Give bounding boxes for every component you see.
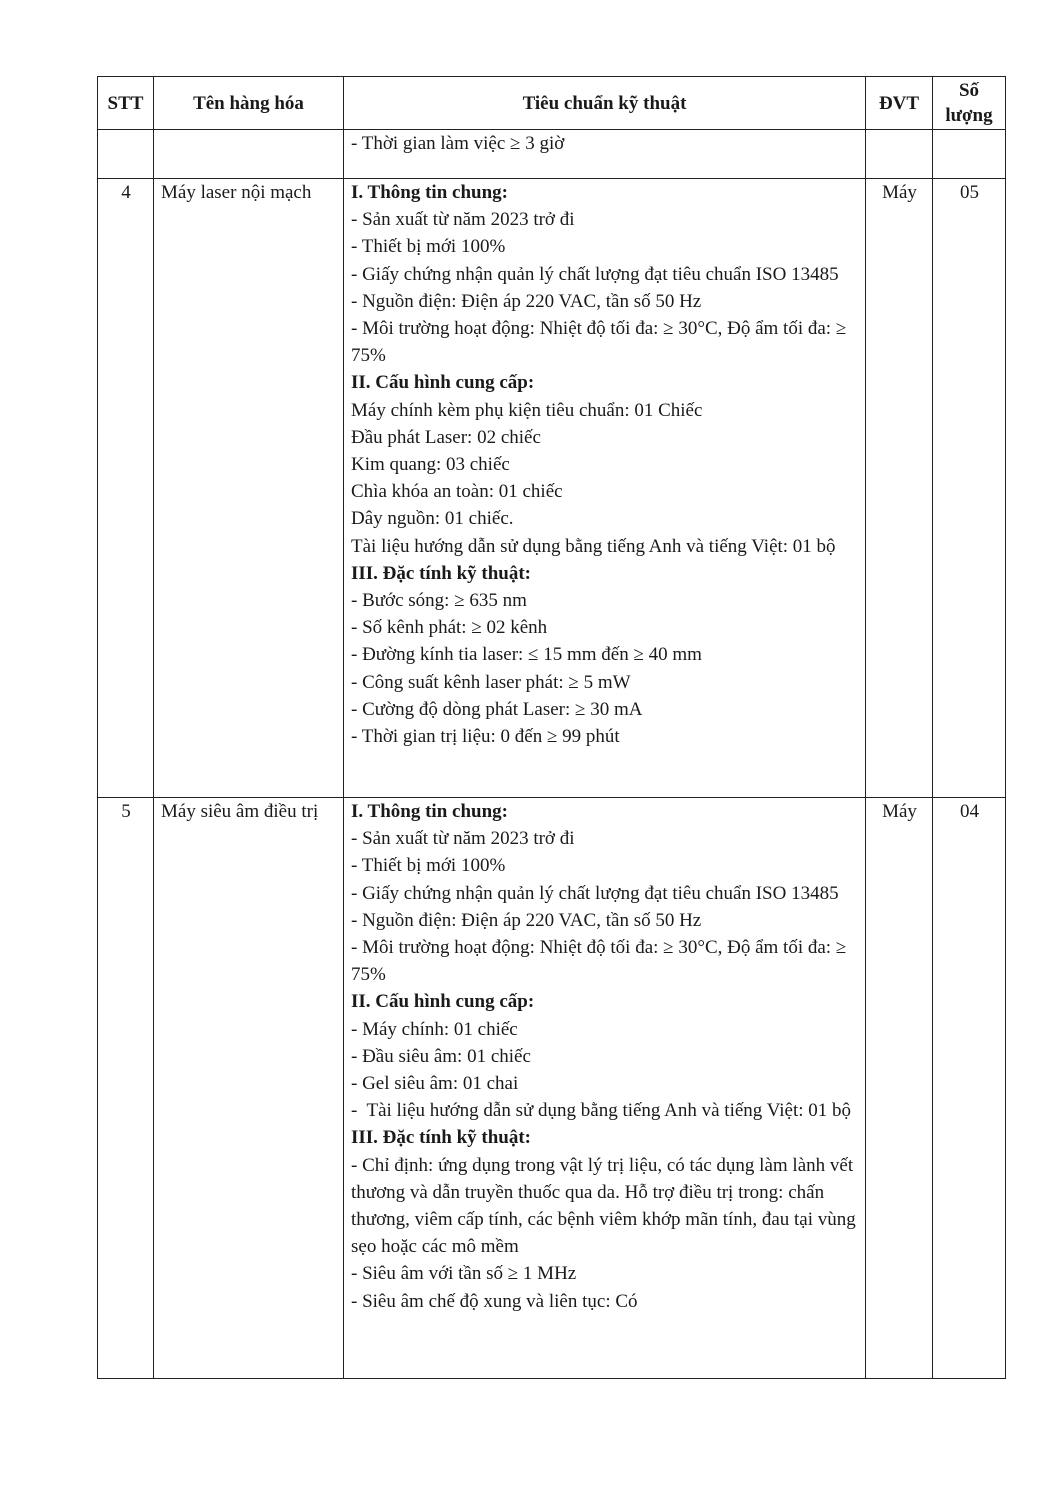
spec-line: - Nguồn điện: Điện áp 220 VAC, tần số 50 Hz bbox=[351, 290, 702, 312]
spec-line: - Môi trường hoạt động: Nhiệt độ tối đa: ≥ 30°C, Độ ẩm tối đa: ≥ 75% bbox=[351, 318, 852, 367]
spec-heading: III. Đặc tính kỹ thuật: bbox=[351, 562, 532, 584]
spec-line: - Thiết bị mới 100% bbox=[351, 236, 506, 258]
spec-line: - Tài liệu hướng dẫn sử dụng bằng tiếng Anh và tiếng Việt: 01 bộ bbox=[351, 1100, 852, 1122]
header-qty-line2: lượng bbox=[945, 105, 993, 126]
header-unit: ĐVT bbox=[866, 77, 933, 130]
table-header-row bbox=[98, 77, 1006, 130]
spec-line: - Cường độ dòng phát Laser: ≥ 30 mA bbox=[351, 698, 643, 720]
spec-line: Dây nguồn: 01 chiếc. bbox=[351, 508, 514, 530]
spec-line: - Thời gian làm việc ≥ 3 giờ bbox=[351, 133, 565, 154]
spec-heading: I. Thông tin chung: bbox=[351, 801, 508, 822]
spec-line: - Bước sóng: ≥ 635 nm bbox=[351, 590, 527, 612]
table-row bbox=[98, 179, 1006, 798]
spec-heading: III. Đặc tính kỹ thuật: bbox=[351, 1127, 532, 1149]
cell-spec bbox=[344, 179, 866, 798]
spec-line: - Giấy chứng nhận quản lý chất lượng đạt tiêu chuẩn ISO 13485 bbox=[351, 882, 839, 904]
spec-line: - Sản xuất từ năm 2023 trở đi bbox=[351, 828, 575, 850]
cell-stt bbox=[98, 130, 154, 179]
table-row bbox=[98, 798, 1006, 1379]
spec-line: - Siêu âm chế độ xung và liên tục: Có bbox=[351, 1290, 638, 1312]
spec-line: - Công suất kênh laser phát: ≥ 5 mW bbox=[351, 671, 631, 693]
spec-line: Tài liệu hướng dẫn sử dụng bằng tiếng Anh và tiếng Việt: 01 bộ bbox=[351, 535, 836, 557]
header-qty bbox=[933, 77, 1006, 130]
cell-name bbox=[154, 130, 344, 179]
spec-line: - Giấy chứng nhận quản lý chất lượng đạt tiêu chuẩn ISO 13485 bbox=[351, 263, 839, 285]
cell-qty: 04 bbox=[933, 798, 1006, 1379]
spec-line: - Môi trường hoạt động: Nhiệt độ tối đa: ≥ 30°C, Độ ẩm tối đa: ≥ 75% bbox=[351, 937, 852, 986]
spec-line: - Gel siêu âm: 01 chai bbox=[351, 1073, 519, 1095]
cell-unit: Máy bbox=[866, 798, 933, 1379]
header-spec: Tiêu chuẩn kỹ thuật bbox=[344, 77, 866, 130]
cell-name: Máy laser nội mạch bbox=[154, 179, 344, 798]
spec-heading: II. Cấu hình cung cấp: bbox=[351, 991, 535, 1013]
spec-table bbox=[97, 76, 1006, 1379]
spec-line: - Thiết bị mới 100% bbox=[351, 855, 506, 877]
spec-line: Đầu phát Laser: 02 chiếc bbox=[351, 426, 541, 448]
table-row-continued bbox=[98, 130, 1006, 179]
spec-line: - Chỉ định: ứng dụng trong vật lý trị liệu, có tác dụng làm lành vết thương và dẫn truyền thuốc qua da. Hỗ trợ điều trị trong: chấn thương, viêm cấp tính, các bệnh viêm khớp mãn tính, đau tại vùng sẹo hoặc các mô mềm bbox=[351, 1154, 861, 1258]
cell-stt: 5 bbox=[98, 798, 154, 1379]
spec-heading: II. Cấu hình cung cấp: bbox=[351, 372, 535, 394]
cell-qty: 05 bbox=[933, 179, 1006, 798]
header-stt: STT bbox=[98, 77, 154, 130]
spec-line: Chìa khóa an toàn: 01 chiếc bbox=[351, 481, 563, 503]
spec-line: - Thời gian trị liệu: 0 đến ≥ 99 phút bbox=[351, 726, 620, 748]
spec-line: - Đường kính tia laser: ≤ 15 mm đến ≥ 40 mm bbox=[351, 644, 702, 666]
spec-line: - Siêu âm với tần số ≥ 1 MHz bbox=[351, 1263, 577, 1285]
spec-line: - Đầu siêu âm: 01 chiếc bbox=[351, 1045, 531, 1067]
spec-line: - Sản xuất từ năm 2023 trở đi bbox=[351, 209, 575, 231]
cell-spec bbox=[344, 130, 866, 179]
cell-spec bbox=[344, 798, 866, 1379]
cell-name: Máy siêu âm điều trị bbox=[154, 798, 344, 1379]
cell-unit bbox=[866, 130, 933, 179]
spec-line: - Nguồn điện: Điện áp 220 VAC, tần số 50 Hz bbox=[351, 909, 702, 931]
cell-unit: Máy bbox=[866, 179, 933, 798]
header-qty-line1: Số bbox=[958, 80, 980, 101]
spec-line: - Máy chính: 01 chiếc bbox=[351, 1018, 518, 1040]
spec-heading: I. Thông tin chung: bbox=[351, 182, 508, 203]
cell-qty bbox=[933, 130, 1006, 179]
spec-line: - Số kênh phát: ≥ 02 kênh bbox=[351, 617, 548, 639]
spec-line: Máy chính kèm phụ kiện tiêu chuẩn: 01 Chiếc bbox=[351, 399, 703, 421]
header-name: Tên hàng hóa bbox=[154, 77, 344, 130]
cell-stt: 4 bbox=[98, 179, 154, 798]
spec-line: Kim quang: 03 chiếc bbox=[351, 454, 510, 476]
